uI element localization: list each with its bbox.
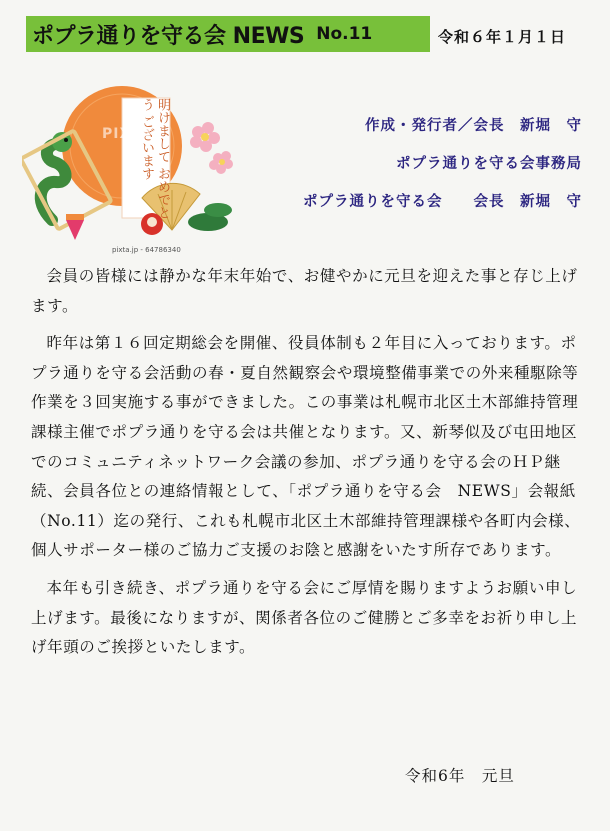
letter-body [31, 262, 587, 671]
spinning-top-icon [66, 214, 84, 240]
image-credit: pixta.jp - 64786340 [112, 246, 181, 254]
closing-date: 令和6年 元旦 [405, 767, 515, 785]
paragraph-closing: 本年も引き続き、ポプラ通りを守る会にご厚情を賜りますようお願い申し上げます。最後になりますが、関係者各位のご健勝とご多幸をお祈り申し上げ年頭のご挨拶といたします。 [31, 578, 578, 657]
issue-number: No.11 [316, 24, 373, 44]
pixta-watermark: PIXTA [102, 126, 153, 142]
issue-date: 令和６年１月１日 [438, 28, 567, 46]
paragraph-greeting: 会員の皆様には静かな年末年始で、お健やかに元旦を迎えた事と存じ上げます。 [31, 267, 578, 315]
newsletter-title: ポプラ通りを守る会 NEWS [32, 23, 305, 49]
greeting-line-2: おめでとう [139, 98, 170, 220]
office-line: ポプラ通りを守る会事務局 [396, 155, 582, 172]
publisher-line: 作成・発行者／会長 新堀 守 [365, 117, 582, 134]
header-banner [26, 16, 430, 52]
greeting-text [120, 98, 170, 228]
president-line: ポプラ通りを守る会 会長 新堀 守 [303, 193, 582, 210]
greeting-line-3: ございます [139, 115, 154, 181]
paragraph-activities: 昨年は第１６回定期総会を開催、役員体制も２年目に入っております。ポプラ通りを守る会活動の春・夏自然観察会や環境整備事業での外来種駆除等作業を３回実施する事ができました。この事業は札幌市北区土木部維持管理課様主催でポプラ通りを守る会は共催となります。又、新琴似及び屯田地区でのコミュニティネットワーク会議の参加、ポプラ通りを守る会のＨＰ継続、会員各位との連絡情報として、「ポプラ通りを守る会 NEWS」会報紙（No.11）迄の発行、これも札幌市北区土木部維持管理課様や各町内会様、個人サポーター様のご協力ご支援のお陰と感謝をいたす所存であります。 [31, 334, 581, 560]
plum-blossom-icon [190, 122, 233, 174]
greeting-line-1: 明けまして [155, 98, 170, 163]
